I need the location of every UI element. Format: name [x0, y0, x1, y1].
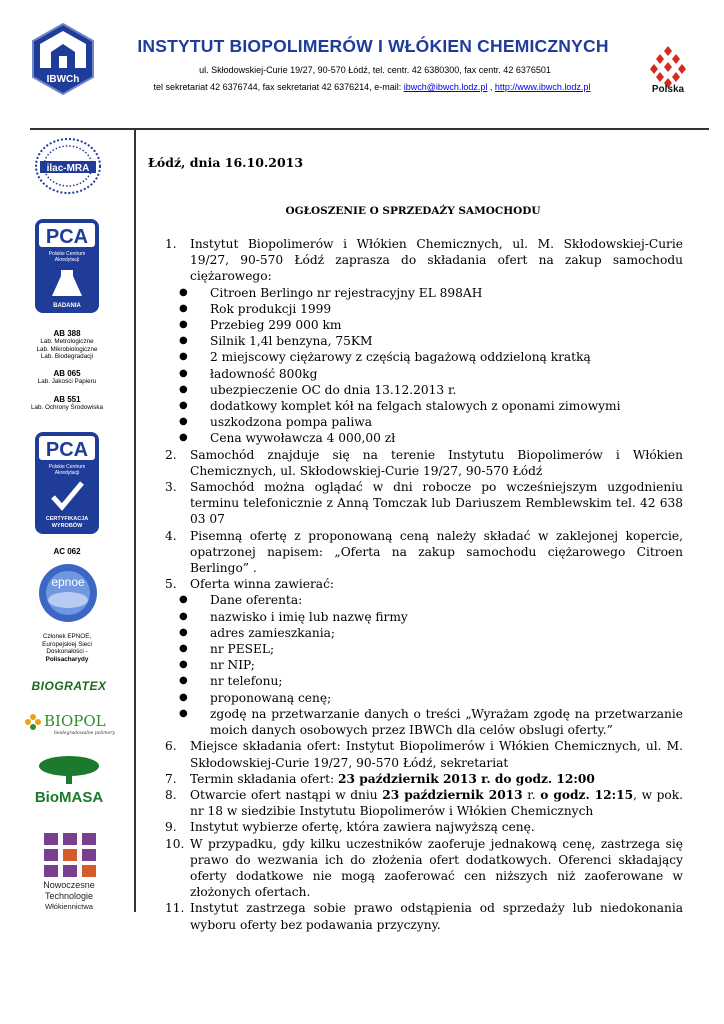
bullet-item	[165, 349, 683, 365]
bullet-icon: ●	[179, 302, 188, 314]
header-divider	[30, 128, 709, 130]
sidebar-divider	[134, 128, 136, 912]
bullet-text: ładowność 800kg	[210, 366, 318, 381]
polska-label: Polska	[651, 84, 685, 95]
bullet-icon: ●	[179, 643, 188, 655]
bullet-item	[165, 625, 683, 641]
pca-cert-label2: WYROBÓW	[51, 523, 83, 529]
bullet-item	[165, 657, 683, 673]
bullet-icon: ●	[179, 626, 188, 638]
ab551-lab: Lab. Ochrony Środowiska	[30, 404, 104, 411]
list-item	[165, 819, 683, 835]
ac062-code: AC 062	[53, 547, 81, 556]
list-item	[165, 479, 683, 528]
ab551-code: AB 551	[53, 395, 81, 404]
contact-separator: ,	[487, 82, 495, 92]
bullet-icon: ●	[179, 383, 188, 395]
pca-badania-mark: PCA	[45, 226, 89, 248]
bullet-item	[165, 706, 683, 738]
bullet-icon: ●	[179, 594, 188, 606]
epnoe-label: epnoe	[51, 575, 85, 589]
item-number: 1.	[165, 237, 177, 251]
item-text: Instytut zastrzega sobie prawo odstąpienia od sprzedaży lub niedokonania wyboru oferty bez podawania przyczyny.	[190, 901, 683, 932]
bullet-item	[165, 609, 683, 625]
biopol-logo: BIOPOL	[44, 712, 106, 730]
item-text: W przypadku, gdy kilku uczestników zaoferuje jednakową cenę, zastrzega się prawo do wezwania ich do złożenia ofert dodatkowych. Oferenci składający oferty dodatkowe nie mogą zaoferować cen niższych niż zaoferowane w złożonych ofertach.	[190, 836, 683, 900]
ab065-block	[18, 369, 116, 386]
nt-label-block	[20, 880, 118, 912]
item-number: 8.	[165, 787, 177, 802]
bullet-icon: ●	[179, 432, 188, 444]
pca-cert-sub1: Polskie Centrum	[48, 464, 86, 470]
item-text: Instytut Biopolimerów i Włókien Chemicznych, ul. M. Skłodowskiej-Curie 19/27, 90-570 Łódź zaprasza do składania ofert na zakup samochodu ciężarowego:	[190, 237, 683, 284]
biopol-flower-icon	[24, 712, 42, 734]
ab388-code: AB 388	[53, 329, 81, 338]
ab388-lab: Lab. Mikrobiologiczne	[36, 345, 98, 353]
pca-cert-mark: PCA	[45, 439, 89, 461]
bullet-icon: ●	[179, 691, 188, 703]
bullet-icon: ●	[179, 286, 188, 298]
bullet-text: uszkodzona pompa paliwa	[210, 415, 372, 430]
bullet-item	[165, 382, 683, 398]
list-item	[165, 528, 683, 577]
list-item	[165, 576, 683, 592]
nt-label-line: Technologie	[44, 891, 94, 901]
pca-certyfikacja-logo	[34, 431, 100, 535]
bullet-text: nr telefonu;	[210, 674, 283, 689]
pca-badania-logo	[34, 218, 100, 314]
bullet-icon: ●	[179, 351, 188, 363]
epnoe-member-line: Członek EPNOE,	[42, 633, 92, 640]
bullet-text: dodatkowy komplet kół na felgach stalowych z oponami zimowymi	[210, 399, 621, 414]
ilac-label: ilac-MRA	[46, 163, 90, 174]
opening-date: 23 październik 2013	[382, 787, 523, 802]
email-link[interactable]: ibwch@ibwch.lodz.pl	[403, 82, 488, 92]
ab388-lab: Lab. Biodegradacji	[40, 353, 94, 360]
institute-title: INSTYTUT BIOPOLIMERÓW I WŁÓKIEN CHEMICZNYCH	[137, 36, 609, 56]
pca-badania-sub2: Akredytacji	[54, 257, 80, 263]
bullet-icon: ●	[179, 610, 188, 622]
ibwch-logo-label: IBWCh	[46, 74, 80, 85]
list-item	[165, 447, 683, 479]
epnoe-member-line: Doskonałości -	[46, 648, 88, 655]
item-text: Miejsce składania ofert: Instytut Biopolimerów i Włókien Chemicznych, ul. M. Skłodowskiej-Curie 19/27, 90-570 Łódź, sekretariat	[190, 739, 683, 770]
bullet-item	[165, 317, 683, 333]
ab551-block	[18, 395, 116, 412]
document-date: Łódź, dnia 16.10.2013	[148, 155, 304, 170]
contact-phones: tel sekretariat 42 6376744, fax sekretariat 42 6376214, e-mail:	[153, 82, 404, 92]
item-number: 5.	[165, 577, 177, 592]
biogratex-logo: BIOGRATEX	[31, 679, 107, 693]
item-number: 10.	[165, 836, 185, 851]
bullet-icon: ●	[179, 707, 188, 719]
bullet-item	[165, 414, 683, 430]
pca-badania-label: BADANIA	[53, 303, 81, 309]
institute-contact	[112, 82, 632, 92]
item-text: Instytut wybierze ofertę, która zawiera najwyższą cenę.	[190, 820, 535, 835]
list-item	[165, 771, 683, 787]
biomasa-label: BioMASA	[34, 789, 104, 806]
institute-address: ul. Skłodowskiej-Curie 19/27, 90-570 Łódź, tel. centr. 42 6380300, fax centr. 42 6376501	[199, 65, 551, 75]
item-text: Oferta winna zawierać:	[190, 577, 335, 592]
epnoe-member-line: Polisacharydy	[45, 655, 89, 663]
bullet-text: 2 miejscowy ciężarowy z częścią bagażową oddzieloną kratką	[210, 350, 591, 365]
ilac-mra-logo	[34, 137, 102, 195]
item-text: , w pok. nr 18 w siedzibie Instytutu Biopolimerów i Włókien Chemicznych	[190, 787, 684, 819]
bullet-item	[165, 673, 683, 689]
opening-time: o godz. 12:15	[540, 787, 634, 802]
bullet-item	[165, 398, 683, 414]
biomasa-logo	[30, 754, 108, 806]
item-text: Samochód znajduje się na terenie Instytutu Biopolimerów i Włókien Chemicznych, ul. Skłodowskiej-Curie 19/27, 90-570 Łódź	[190, 447, 683, 478]
bullet-item	[165, 301, 683, 317]
bullet-text: Silnik 1,4l benzyna, 75KM	[210, 334, 373, 349]
bullet-text: proponowaną cenę;	[210, 690, 332, 705]
bullet-text: nr PESEL;	[210, 642, 275, 657]
bullet-text: Cena wywoławcza 4 000,00 zł	[210, 431, 396, 446]
item-text: Termin składania ofert:	[190, 771, 338, 786]
item-number: 9.	[165, 820, 177, 835]
bullet-text: Rok produkcji 1999	[210, 301, 332, 316]
document-body	[165, 236, 683, 933]
bullet-icon: ●	[179, 675, 188, 687]
bullet-icon: ●	[179, 367, 188, 379]
biopol-subtitle: biodegradowalne polimery	[54, 731, 115, 736]
epnoe-member-block	[18, 633, 116, 663]
item-number: 7.	[165, 771, 177, 786]
item-text: r.	[522, 787, 541, 802]
item-text: Otwarcie ofert nastąpi w dniu	[190, 787, 383, 802]
bullet-text: zgodę na przetwarzanie danych o treści „Wyrażam zgodę na przetwarzanie moich danych osobowych przez IBWCh dla celów obslugi oferty.”	[210, 706, 683, 738]
bullet-icon: ●	[179, 319, 188, 331]
bullet-icon: ●	[179, 400, 188, 412]
nt-label-line: Nowoczesne	[43, 880, 95, 890]
deadline-date: 23 październik 2013 r. do godz. 12:00	[337, 771, 595, 786]
pca-badania-sub1: Polskie Centrum	[48, 251, 86, 257]
ac062-block	[18, 547, 116, 556]
ab065-code: AB 065	[53, 369, 81, 378]
bullet-item	[165, 285, 683, 301]
bullet-item	[165, 366, 683, 382]
item-number: 3.	[165, 480, 177, 495]
pca-cert-label1: CERTYFIKACJA	[45, 516, 89, 522]
ab065-lab: Lab. Jakości Papieru	[37, 378, 97, 385]
bullet-icon: ●	[179, 659, 188, 671]
list-item	[165, 236, 683, 285]
list-item	[165, 738, 683, 770]
item-text: Pisemną ofertę z proponowaną ceną należy składać w zaklejonej kopercie, opatrzonej napisem: „Oferta na zakup samochodu ciężarowego Citroen Berlingo” .	[190, 528, 683, 576]
list-item	[165, 787, 683, 819]
item-text: Samochód można oglądać w dni robocze po wcześniejszym uzgodnieniu terminu telefonicznie z Anną Tomczak lub Dariuszem Remblewskim tel. 42 638 03 07	[190, 480, 683, 527]
epnoe-member-line: Europejskiej Sieci	[42, 640, 92, 648]
list-item	[165, 900, 683, 932]
bullet-item	[165, 333, 683, 349]
bullet-text: ubezpieczenie OC do dnia 13.12.2013 r.	[210, 382, 457, 397]
ab388-lab: Lab. Metrologiczne	[40, 338, 94, 345]
bullet-text: Citroen Berlingo nr rejestracyjny EL 898AH	[210, 285, 483, 300]
item-number: 6.	[165, 739, 177, 754]
bullet-text: Przebieg 299 000 km	[210, 318, 342, 333]
pca-cert-sub2: Akredytacji	[54, 470, 80, 476]
bullet-text: adres zamieszkania;	[210, 625, 336, 640]
bullet-text: Dane oferenta:	[210, 593, 303, 608]
ab388-block	[18, 329, 116, 361]
bullet-icon: ●	[179, 335, 188, 347]
bullet-text: nr NIP;	[210, 658, 255, 673]
bullet-item	[165, 690, 683, 706]
bullet-item	[165, 430, 683, 446]
list-item	[165, 836, 683, 901]
nowoczesne-technologie-logo	[44, 833, 96, 877]
item-number: 4.	[165, 528, 177, 543]
item-number: 11.	[165, 901, 185, 916]
ibwch-logo	[31, 22, 95, 96]
bullet-item	[165, 592, 683, 608]
bullet-item	[165, 641, 683, 657]
nt-label-line: Włókiennictwa	[45, 902, 93, 911]
website-link[interactable]: http://www.ibwch.lodz.pl	[494, 82, 591, 92]
bullet-icon: ●	[179, 416, 188, 428]
epnoe-logo	[37, 562, 99, 624]
document-title: OGŁOSZENIE O SPRZEDAŻY SAMOCHODU	[285, 205, 541, 217]
item-number: 2.	[165, 447, 177, 462]
bullet-text: nazwisko i imię lub nazwę firmy	[210, 609, 408, 624]
